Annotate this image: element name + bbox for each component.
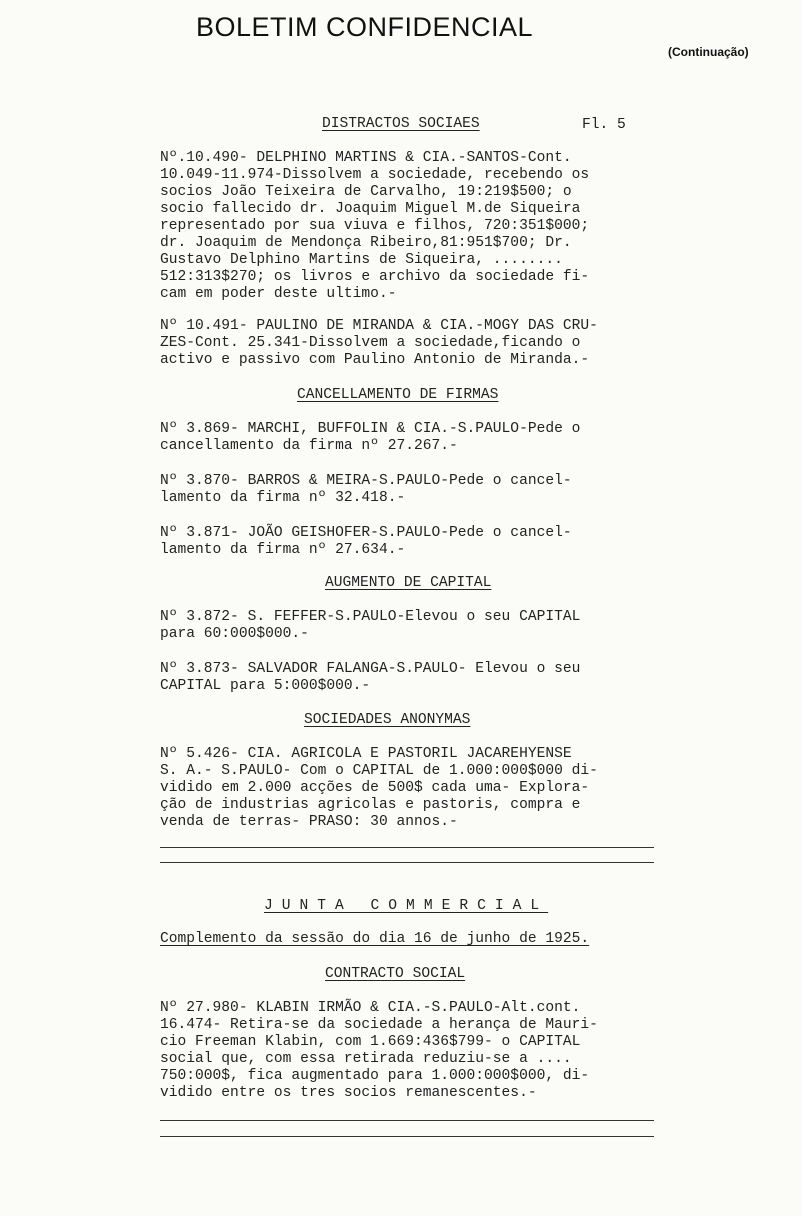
entry-line: Nº 27.980- KLABIN IRMÃO & CIA.-S.PAULO-Alt.cont. — [160, 1000, 581, 1016]
entry-augmento-3873 — [160, 661, 670, 695]
divider-rule — [160, 1136, 654, 1137]
folio-number: Fl. 5 — [582, 117, 626, 133]
entry-line: Nº 3.869- MARCHI, BUFFOLIN & CIA.-S.PAULO-Pede o — [160, 421, 581, 437]
entry-line: cam em poder deste ultimo.- — [160, 286, 397, 302]
entry-line: 512:313$270; os livros e archivo da sociedade fi- — [160, 269, 590, 285]
divider-rule — [160, 847, 654, 848]
entry-line: social que, com essa retirada reduziu-se a .... — [160, 1051, 572, 1067]
session-line: Complemento da sessão do dia 16 de junho de 1925. — [160, 931, 590, 947]
section-heading-anonymas: SOCIEDADES ANONYMAS — [304, 712, 471, 728]
entry-line: representado por sua viuva e filhos, 720:351$000; — [160, 218, 590, 234]
entry-line: dr. Joaquim de Mendonça Ribeiro,81:951$700; Dr. — [160, 235, 572, 251]
entry-cancellamento-3871 — [160, 525, 670, 559]
entry-line: Nº 3.872- S. FEFFER-S.PAULO-Elevou o seu CAPITAL — [160, 609, 581, 625]
entry-line: CAPITAL para 5:000$000.- — [160, 678, 371, 694]
section-heading-distractos: DISTRACTOS SOCIAES — [322, 116, 480, 132]
entry-line: 10.049-11.974-Dissolvem a sociedade, recebendo os — [160, 167, 590, 183]
entry-line: ção de industrias agricolas e pastoris, compra e — [160, 797, 581, 813]
entry-line: para 60:000$000.- — [160, 626, 309, 642]
section-heading-augmento: AUGMENTO DE CAPITAL — [325, 575, 492, 591]
entry-line: venda de terras- PRASO: 30 annos.- — [160, 814, 458, 830]
entry-cancellamento-3870 — [160, 473, 670, 507]
entry-line: socio fallecido dr. Joaquim Miguel M.de Siqueira — [160, 201, 581, 217]
entry-line: Nº.10.490- DELPHINO MARTINS & CIA.-SANTOS-Cont. — [160, 150, 572, 166]
entry-cancellamento-3869 — [160, 421, 670, 455]
entry-augmento-3872 — [160, 609, 670, 643]
entry-line: lamento da firma nº 27.634.- — [160, 542, 406, 558]
entry-line: lamento da firma nº 32.418.- — [160, 490, 406, 506]
entry-distracto-10490 — [160, 150, 670, 303]
entry-line: vidido em 2.000 acções de 500$ cada uma- Explora- — [160, 780, 590, 796]
section-heading-junta: JUNTA COMMERCIAL — [264, 898, 549, 914]
entry-line: Nº 3.873- SALVADOR FALANGA-S.PAULO- Elevou o seu — [160, 661, 581, 677]
entry-line: vidido entre os tres socios remanescentes.- — [160, 1085, 537, 1101]
entry-line: cancellamento da firma nº 27.267.- — [160, 438, 458, 454]
entry-distracto-10491 — [160, 318, 670, 369]
section-heading-cancellamento: CANCELLAMENTO DE FIRMAS — [297, 387, 499, 403]
entry-line: 16.474- Retira-se da sociedade a herança de Mauri- — [160, 1017, 598, 1033]
entry-line: cio Freeman Klabin, com 1.669:436$799- o CAPITAL — [160, 1034, 581, 1050]
entry-line: Nº 5.426- CIA. AGRICOLA E PASTORIL JACAREHYENSE — [160, 746, 572, 762]
divider-rule — [160, 1120, 654, 1121]
entry-line: Nº 3.871- JOÃO GEISHOFER-S.PAULO-Pede o cancel- — [160, 525, 572, 541]
section-heading-contracto: CONTRACTO SOCIAL — [325, 966, 466, 982]
entry-line: ZES-Cont. 25.341-Dissolvem a sociedade,ficando o — [160, 335, 581, 351]
entry-line: 750:000$, fica augmentado para 1.000:000$000, di- — [160, 1068, 590, 1084]
entry-line: Gustavo Delphino Martins de Siqueira, ........ — [160, 252, 563, 268]
masthead-title: BOLETIM CONFIDENCIAL — [196, 12, 534, 42]
entry-line: socios João Teixeira de Carvalho, 19:219$500; o — [160, 184, 572, 200]
entry-line: Nº 10.491- PAULINO DE MIRANDA & CIA.-MOGY DAS CRU- — [160, 318, 598, 334]
divider-rule — [160, 862, 654, 863]
entry-line: S. A.- S.PAULO- Com o CAPITAL de 1.000:000$000 di- — [160, 763, 598, 779]
entry-line: Nº 3.870- BARROS & MEIRA-S.PAULO-Pede o cancel- — [160, 473, 572, 489]
entry-anonyma-5426 — [160, 746, 670, 831]
entry-contracto-27980 — [160, 1000, 670, 1102]
continuation-label: (Continuação) — [668, 45, 749, 59]
entry-line: activo e passivo com Paulino Antonio de Miranda.- — [160, 352, 590, 368]
